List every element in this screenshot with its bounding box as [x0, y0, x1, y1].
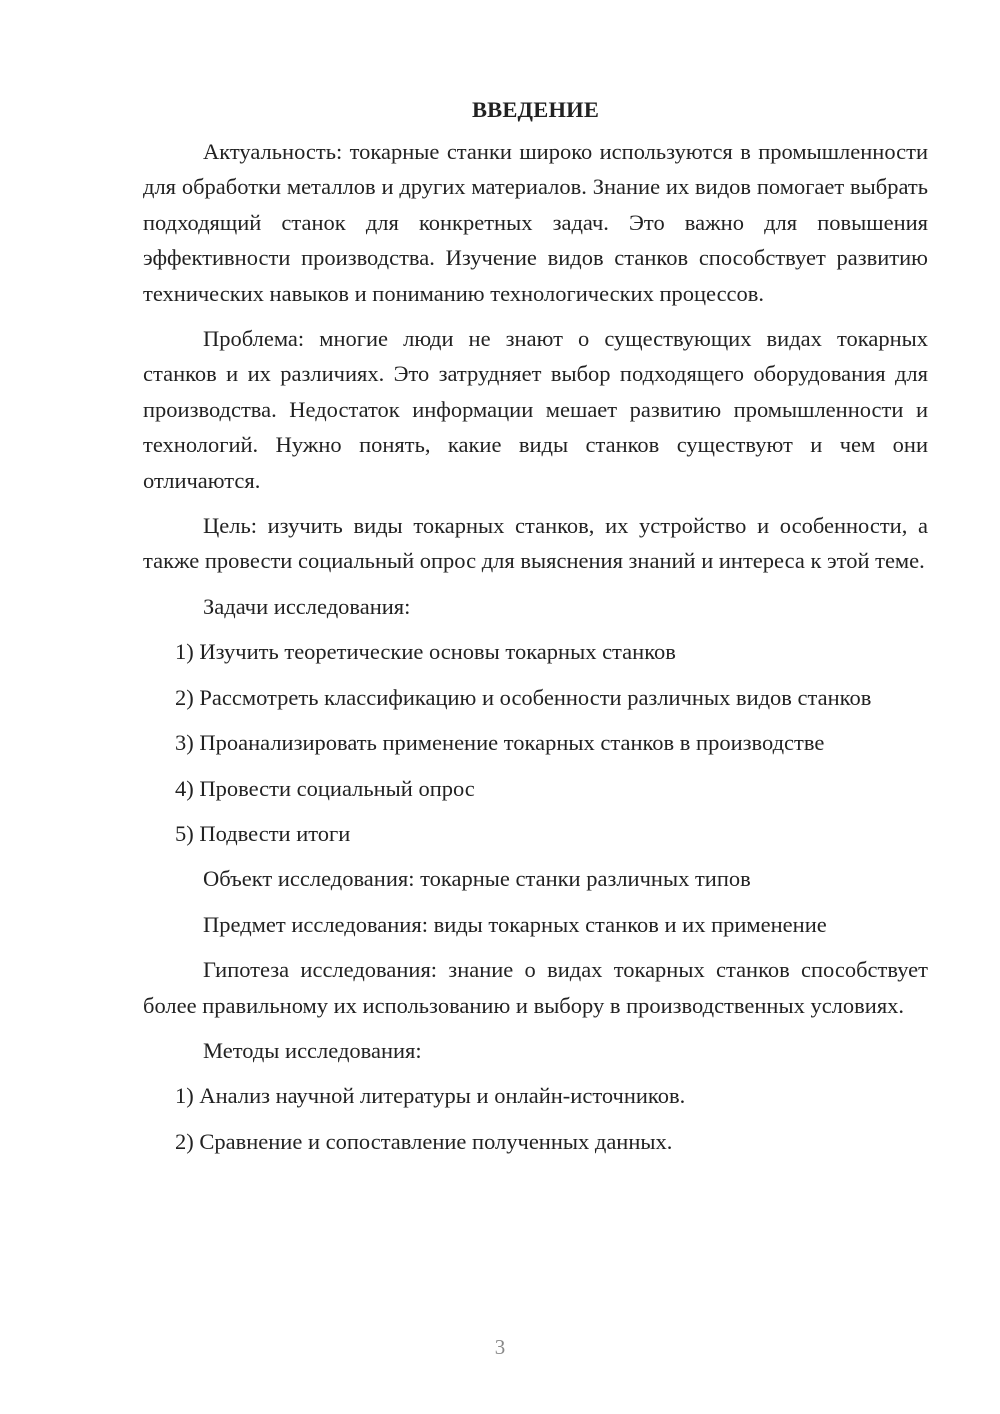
task-item-5: 5) Подвести итоги — [175, 820, 351, 846]
tasks-heading: Задачи исследования: — [203, 593, 411, 619]
document-page — [143, 95, 928, 1169]
problem-paragraph: Проблема: многие люди не знают о существующих видах токарных станков и их различиях. Это затрудняет выбор подходящего оборудования для производства. Недостаток информации мешает развитию промышленности и технологий. Нужно понять, какие виды станков существуют и чем они отличаются. — [143, 326, 928, 493]
object-paragraph: Объект исследования: токарные станки различных типов — [203, 866, 751, 892]
method-item-2: 2) Сравнение и сопоставление полученных данных. — [175, 1128, 673, 1154]
methods-heading: Методы исследования: — [203, 1037, 422, 1063]
page-title: ВВЕДЕНИЕ — [471, 97, 600, 122]
subject-paragraph: Предмет исследования: виды токарных станков и их применение — [203, 911, 827, 937]
page-number: 3 — [494, 1335, 506, 1359]
task-item-3: 3) Проанализировать применение токарных станков в производстве — [175, 730, 825, 756]
hypothesis-paragraph: Гипотеза исследования: знание о видах токарных станков способствует более правильному их использованию и выбору в производственных условиях. — [143, 957, 928, 1018]
relevance-paragraph: Актуальность: токарные станки широко используются в промышленности для обработки металлов и других материалов. Знание их видов помогает выбрать подходящий станок для конкретных задач. Это важно для повышения эффективности производства. Изучение видов станков способствует развитию технических навыков и пониманию технологических процессов. — [143, 139, 928, 306]
task-item-1: 1) Изучить теоретические основы токарных станков — [175, 639, 676, 665]
task-item-4: 4) Провести социальный опрос — [175, 775, 475, 801]
method-item-1: 1) Анализ научной литературы и онлайн-источников. — [175, 1083, 686, 1109]
goal-paragraph: Цель: изучить виды токарных станков, их устройство и особенности, а также провести социальный опрос для выяснения знаний и интереса к этой теме. — [143, 513, 928, 574]
task-item-2: 2) Рассмотреть классификацию и особенности различных видов станков — [175, 684, 872, 710]
